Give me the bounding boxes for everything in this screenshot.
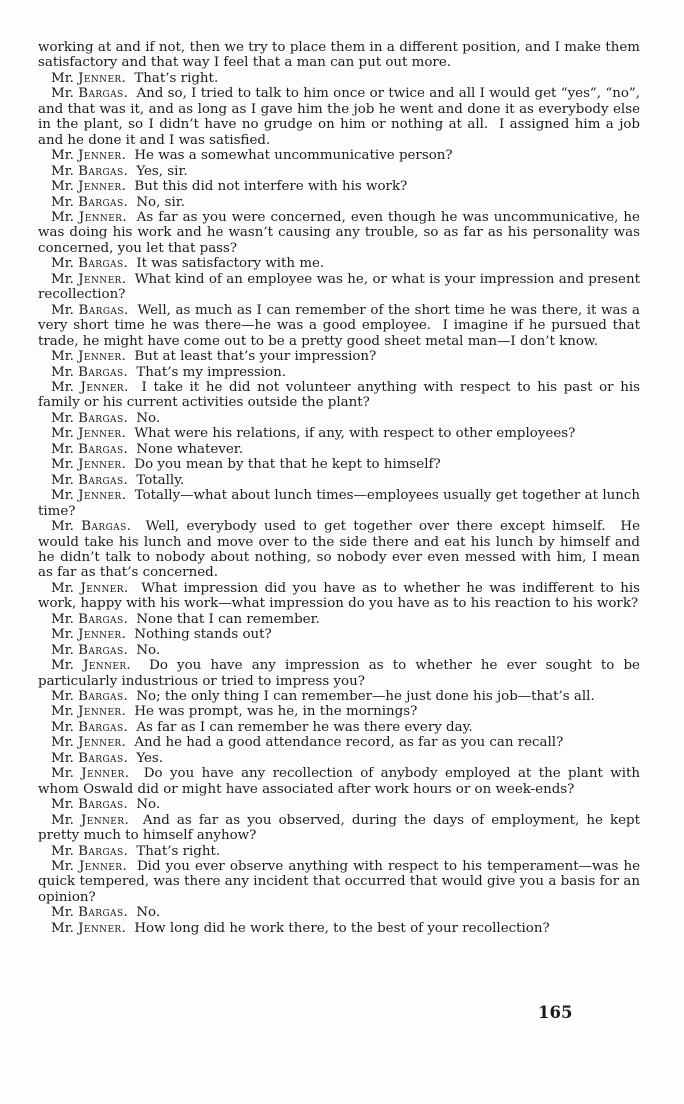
speaker-label: Mr. Jenner. — [51, 735, 135, 751]
transcript-paragraph: Mr. Bargas. That’s my impression. — [51, 364, 286, 380]
speaker-name: Bargas — [78, 689, 124, 705]
transcript-paragraph: Mr. Bargas. Yes, sir. — [51, 163, 188, 179]
speaker-name: Bargas — [78, 797, 124, 813]
transcript-paragraph: Mr. Bargas. Well, everybody used to get together over there except himself. He would take his lunch and move over to the side there and eat his lunch by himself and he didn’t talk to nobody about nothing, so nobody ever even messed with him, I mean as far as that’s concerned. — [38, 519, 645, 581]
speaker-label: Mr. Jenner. — [51, 580, 142, 596]
speaker-label: Mr. Jenner. — [51, 859, 137, 875]
transcript-paragraph: Mr. Jenner. Do you have any impression as to whether he ever sought to be particularly industrious or tried to impress you? — [38, 658, 645, 689]
speaker-label: Mr. Jenner. — [51, 920, 135, 936]
speaker-name: Bargas — [78, 905, 124, 921]
speaker-name: Bargas — [78, 441, 124, 457]
speaker-label: Mr. Jenner. — [51, 658, 150, 674]
transcript-paragraph: Mr. Jenner. What impression did you have as to whether he was indifferent to his work, happy with his work—what impression do you have as to his reaction to his work? — [38, 580, 645, 612]
speaker-label: Mr. Bargas. — [51, 256, 137, 272]
speaker-name: Bargas — [78, 750, 124, 766]
transcript-paragraph: Mr. Bargas. No, sir. — [51, 194, 185, 210]
transcript-paragraph: Mr. Bargas. As far as I can remember he was there every day. — [51, 719, 473, 735]
speaker-label: Mr. Bargas. — [51, 472, 137, 488]
transcript-paragraph: Mr. Jenner. He was a somewhat uncommunicative person? — [51, 148, 453, 164]
speaker-label: Mr. Jenner. — [51, 704, 135, 720]
speaker-label: Mr. Jenner. — [51, 426, 135, 442]
transcript-paragraph: Mr. Bargas. Well, as much as I can remember of the short time he was there, it was a very short time he was there—he was a good employee. I imagine if he pursued that trade, he might have come out to be a pretty good sheet metal man—I don’t know. — [38, 302, 645, 349]
transcript-paragraph: Mr. Jenner. But at least that’s your impression? — [51, 349, 377, 365]
transcript-paragraph: Mr. Jenner. And he had a good attendance record, as far as you can recall? — [51, 735, 564, 751]
transcript-paragraph: Mr. Jenner. As far as you were concerned, even though he was uncommunicative, he was doing his work and he wasn’t causing any trouble, so as far as his personality was concerned, you let that pass? — [38, 209, 645, 256]
speaker-name: Jenner — [78, 271, 122, 287]
transcript-paragraph: Mr. Jenner. Totally—what about lunch times—employees usually get together at lunch time? — [38, 488, 645, 519]
speaker-label: Mr. Bargas. — [51, 719, 137, 735]
speaker-label: Mr. Bargas. — [51, 302, 138, 318]
transcript-paragraph: Mr. Jenner. I take it he did not volunteer anything with respect to his past or his family or his current activities outside the plant? — [38, 379, 645, 411]
speaker-label: Mr. Jenner. — [51, 148, 135, 164]
speaker-label: Mr. Jenner. — [51, 179, 135, 195]
speaker-label: Mr. Bargas. — [51, 364, 137, 380]
speaker-label: Mr. Jenner. — [51, 209, 137, 225]
speaker-label: Mr. Bargas. — [51, 797, 137, 813]
transcript-paragraph: Mr. Jenner. And as far as you observed, during the days of employment, he kept pretty much to himself anyhow? — [38, 812, 645, 844]
speaker-label: Mr. Jenner. — [51, 488, 135, 504]
speaker-name: Bargas — [78, 719, 124, 735]
speaker-name: Bargas — [78, 472, 124, 488]
transcript-paragraph: Mr. Bargas. And so, I tried to talk to him once or twice and all I would get “yes”, “no”, and that was it, and as long as I gave him the job he went and done it as everybody else in the plant, so I didn’t have no grudge on him or nothing at all. I assigned him a job and he done it and I was satisfied. — [38, 86, 645, 148]
speaker-name: Jenner — [81, 812, 125, 828]
speaker-name: Jenner — [78, 209, 123, 225]
transcript-paragraph: Mr. Bargas. No. — [51, 905, 161, 921]
speaker-name: Jenner — [78, 70, 122, 86]
speaker-label: Mr. Bargas. — [51, 611, 137, 627]
speaker-label: Mr. Bargas. — [51, 441, 137, 457]
transcript-paragraph: Mr. Jenner. He was prompt, was he, in the mornings? — [51, 704, 418, 720]
speaker-label: Mr. Jenner. — [51, 766, 144, 782]
speaker-label: Mr. Bargas. — [51, 689, 137, 705]
speaker-label: Mr. Jenner. — [51, 812, 143, 828]
speaker-label: Mr. Bargas. — [51, 905, 137, 921]
transcript-paragraph: Mr. Bargas. No; the only thing I can remember—he just done his job—that’s all. — [51, 689, 595, 705]
transcript-paragraph: Mr. Jenner. Do you mean by that that he kept to himself? — [51, 457, 441, 473]
speaker-label: Mr. Jenner. — [51, 70, 135, 86]
speaker-name: Jenner — [80, 580, 124, 596]
speaker-name: Bargas — [78, 86, 124, 102]
transcript-paragraph: Mr. Bargas. None that I can remember. — [51, 611, 320, 627]
speaker-name: Bargas — [78, 302, 124, 318]
transcript-paragraph: Mr. Bargas. None whatever. — [51, 441, 243, 457]
speaker-name: Bargas — [78, 410, 124, 426]
speaker-name: Jenner — [83, 658, 127, 674]
speaker-label: Mr. Bargas. — [51, 194, 137, 210]
speaker-label: Mr. Jenner. — [51, 627, 135, 643]
speaker-name: Jenner — [80, 379, 124, 395]
speaker-name: Jenner — [78, 457, 122, 473]
speaker-label: Mr. Jenner. — [51, 457, 135, 473]
transcript-paragraph: Mr. Jenner. How long did he work there, to the best of your recollection? — [51, 920, 550, 936]
speaker-name: Jenner — [78, 426, 122, 442]
speaker-label: Mr. Bargas. — [51, 86, 137, 102]
transcript-paragraph: Mr. Bargas. No. — [51, 797, 161, 813]
transcript-paragraph: working at and if not, then we try to place them in a different position, and I make them satisfactory and that way I feel that a man can put out more. — [38, 40, 645, 71]
speaker-name: Jenner — [78, 349, 122, 365]
speaker-label: Mr. Bargas. — [51, 519, 146, 535]
transcript-paragraph: Mr. Bargas. No. — [51, 410, 161, 426]
transcript-paragraph: Mr. Jenner. Nothing stands out? — [51, 627, 272, 643]
transcript-paragraph: Mr. Jenner. Did you ever observe anything with respect to his temperament—was he quick tempered, was there any incident that occurred that would give you a basis for an opinion? — [38, 859, 645, 905]
speaker-name: Bargas — [81, 519, 127, 535]
speaker-name: Bargas — [78, 611, 124, 627]
speaker-name: Jenner — [78, 704, 122, 720]
speaker-name: Jenner — [78, 627, 122, 643]
speaker-name: Jenner — [78, 488, 122, 504]
speaker-name: Jenner — [79, 859, 123, 875]
transcript-paragraph: Mr. Bargas. That’s right. — [51, 843, 221, 859]
speaker-name: Bargas — [78, 364, 124, 380]
transcript-paragraph: Mr. Jenner. But this did not interfere with his work? — [51, 179, 408, 195]
transcript-paragraph: Mr. Bargas. No. — [51, 642, 161, 658]
transcript — [38, 40, 645, 936]
transcript-paragraph: Mr. Jenner. What were his relations, if any, with respect to other employees? — [51, 426, 576, 442]
transcript-paragraph: Mr. Bargas. Yes. — [51, 750, 164, 766]
speaker-label: Mr. Jenner. — [51, 349, 135, 365]
speaker-name: Bargas — [78, 163, 124, 179]
page-number: 165 — [538, 1003, 573, 1022]
speaker-label: Mr. Bargas. — [51, 750, 137, 766]
transcript-paragraph: Mr. Jenner. Do you have any recollection of anybody employed at the plant with whom Oswald did or might have associated after work hours or on week-ends? — [38, 766, 645, 797]
speaker-name: Jenner — [78, 920, 122, 936]
speaker-name: Jenner — [81, 766, 125, 782]
transcript-paragraph: Mr. Bargas. It was satisfactory with me. — [51, 256, 325, 272]
speaker-label: Mr. Jenner. — [51, 271, 135, 287]
speaker-label: Mr. Bargas. — [51, 410, 137, 426]
speaker-name: Jenner — [78, 735, 122, 751]
transcript-paragraph: Mr. Jenner. What kind of an employee was he, or what is your impression and present recollection? — [38, 271, 645, 303]
speaker-label: Mr. Jenner. — [51, 379, 142, 395]
speaker-name: Bargas — [78, 642, 124, 658]
speaker-name: Jenner — [78, 179, 122, 195]
speaker-name: Bargas — [78, 843, 124, 859]
speaker-name: Bargas — [78, 194, 124, 210]
speaker-label: Mr. Bargas. — [51, 642, 137, 658]
speaker-name: Jenner — [78, 148, 122, 164]
transcript-paragraph: Mr. Jenner. That’s right. — [51, 70, 219, 86]
speaker-label: Mr. Bargas. — [51, 163, 137, 179]
speaker-label: Mr. Bargas. — [51, 843, 137, 859]
speaker-name: Bargas — [78, 256, 124, 272]
transcript-paragraph: Mr. Bargas. Totally. — [51, 472, 185, 488]
